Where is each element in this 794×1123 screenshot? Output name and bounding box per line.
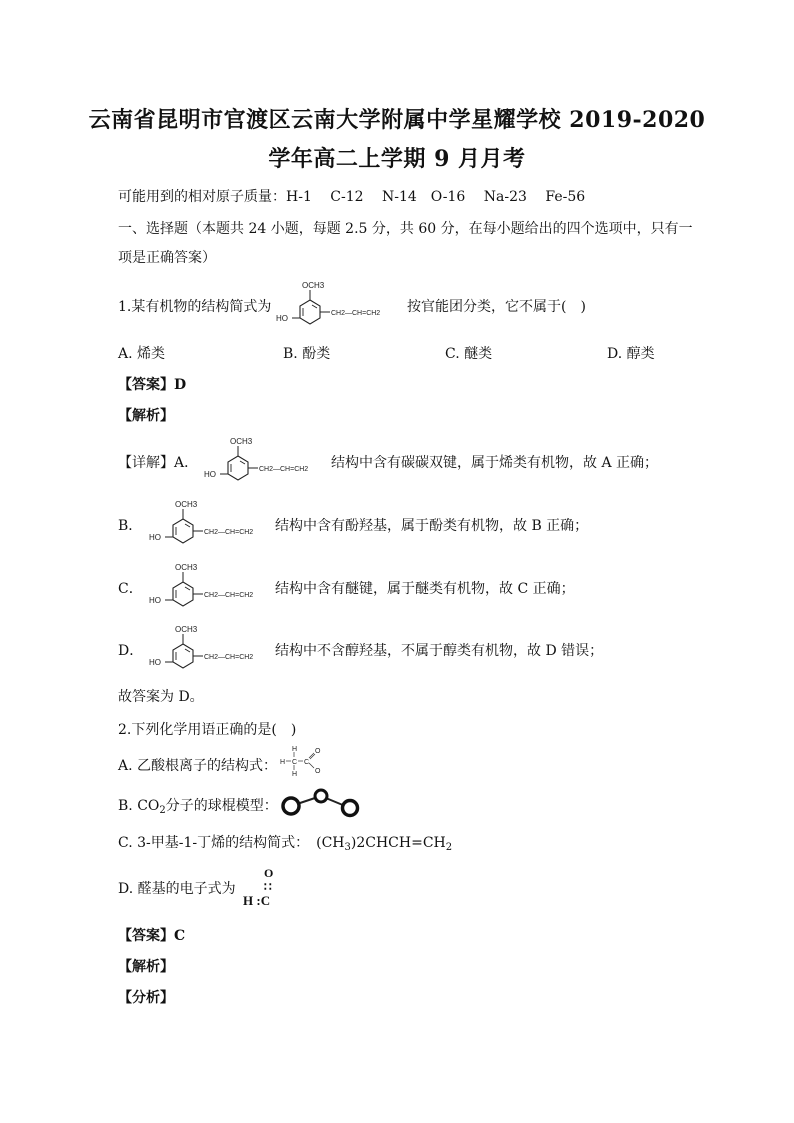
- q1-detail-b-label: B．: [118, 518, 143, 534]
- svg-text:C: C: [304, 759, 310, 766]
- hydroxy-label: HO: [149, 533, 161, 542]
- co2-model-icon: [280, 786, 362, 818]
- methoxy-label: OCH3: [230, 437, 253, 446]
- chain-label: CH2—CH=CH2: [331, 310, 381, 317]
- q2-option-b: B. $CO_2$分子的球棍模型：: [118, 798, 278, 816]
- acetate-ion-structure: [278, 744, 330, 778]
- section-heading: 一、选择题（本题共 24 小题，每题 2.5 分，共 60 分，在每小题给出的四个选项中，只有一: [118, 221, 693, 237]
- q1-detail-c-text: 结构中含有醚键，属于醚类有机物，故 C 正确；: [275, 581, 575, 597]
- q1-answer: 【答案】D: [118, 377, 187, 393]
- q2-option-d: D. 醛基的电子式为: [118, 881, 236, 897]
- page-title-line2: 学年高二上学期 9 月月考: [268, 146, 526, 172]
- co2-ball-stick-model: [280, 786, 362, 818]
- chain-label: CH2—CH=CH2: [204, 529, 254, 536]
- svg-text:O: O: [315, 768, 321, 775]
- detail-b-structure-image: [145, 497, 277, 547]
- atomic-masses: 可能用到的相对原子质量：H-1 C-12 N-14 O-16 Na-23 Fe-56: [118, 189, 586, 205]
- q1-option-a: A. 烯类: [118, 346, 166, 362]
- hydroxy-label: HO: [149, 596, 161, 605]
- hydroxy-label: HO: [204, 470, 216, 479]
- eugenol-structure: [200, 434, 332, 484]
- svg-text:H: H: [280, 759, 286, 766]
- q2-analysis-label: 【解析】: [118, 959, 174, 975]
- hydroxy-label: HO: [149, 658, 161, 667]
- eugenol-structure: [145, 497, 277, 547]
- q1-analysis-label: 【解析】: [118, 408, 174, 424]
- q1-option-b: B. 酚类: [283, 346, 331, 362]
- q1-stem-after: 按官能团分类，它不属于( ): [407, 299, 586, 315]
- lewis-double-bond-dots: ∷: [264, 880, 272, 894]
- q1-option-d: D. 醇类: [607, 346, 655, 362]
- page-title-line1: 云南省昆明市官渡区云南大学附属中学星耀学校 2019-2020: [88, 107, 706, 133]
- chain-label: CH2—CH=CH2: [259, 466, 309, 473]
- q2-answer: 【答案】C: [118, 928, 186, 944]
- q2-breakdown-label: 【分析】: [118, 990, 174, 1006]
- svg-text:O: O: [315, 748, 321, 755]
- q1-detail-b-text: 结构中含有酚羟基，属于酚类有机物，故 B 正确；: [275, 518, 589, 534]
- section-heading-cont: 项是正确答案）: [118, 250, 216, 266]
- detail-c-structure-image: [145, 560, 277, 610]
- detail-d-structure-image: [145, 622, 277, 672]
- eugenol-structure: [272, 278, 404, 328]
- eugenol-structure: [145, 622, 277, 672]
- detail-a-structure-image: [200, 434, 332, 484]
- aldehyde-electron-formula: [242, 864, 276, 910]
- q1-detail-d-text: 结构中不含醇羟基，不属于醇类有机物，故 D 错误；: [275, 643, 604, 659]
- q1-detail-a-text: 结构中含有碳碳双键，属于烯类有机物，故 A 正确；: [331, 455, 659, 471]
- eugenol-structure: [145, 560, 277, 610]
- q1-structure-image: [272, 278, 404, 328]
- methoxy-label: OCH3: [302, 281, 325, 290]
- methoxy-label: OCH3: [175, 563, 198, 572]
- q1-detail-d-label: D．: [118, 643, 144, 659]
- lewis-h-c: H :C: [243, 893, 271, 908]
- q1-stem-before: 1.某有机物的结构简式为: [118, 299, 272, 315]
- svg-text:H: H: [292, 746, 298, 753]
- q2-option-c: C. 3-甲基-1-丁烯的结构简式： $(CH_3)2CHCH=CH_2$: [118, 835, 453, 853]
- hydroxy-label: HO: [276, 314, 288, 323]
- svg-text:H: H: [292, 771, 298, 778]
- methoxy-label: OCH3: [175, 500, 198, 509]
- lewis-oxygen: O: [264, 866, 274, 880]
- q1-detail-c-label: C．: [118, 581, 143, 597]
- q1-detail-a-label: 【详解】A．: [118, 455, 199, 471]
- aldehyde-lewis-structure: [242, 864, 276, 910]
- methoxy-label: OCH3: [175, 625, 198, 634]
- q2-stem: 2.下列化学用语正确的是( ): [118, 722, 297, 738]
- chain-label: CH2—CH=CH2: [204, 654, 254, 661]
- q2-option-a: A. 乙酸根离子的结构式：: [118, 758, 278, 774]
- acetate-structure-image: [278, 744, 330, 778]
- svg-text:C: C: [292, 759, 298, 766]
- q1-option-c: C. 醚类: [445, 346, 493, 362]
- q1-conclusion: 故答案为 D。: [118, 689, 204, 705]
- chain-label: CH2—CH=CH2: [204, 592, 254, 599]
